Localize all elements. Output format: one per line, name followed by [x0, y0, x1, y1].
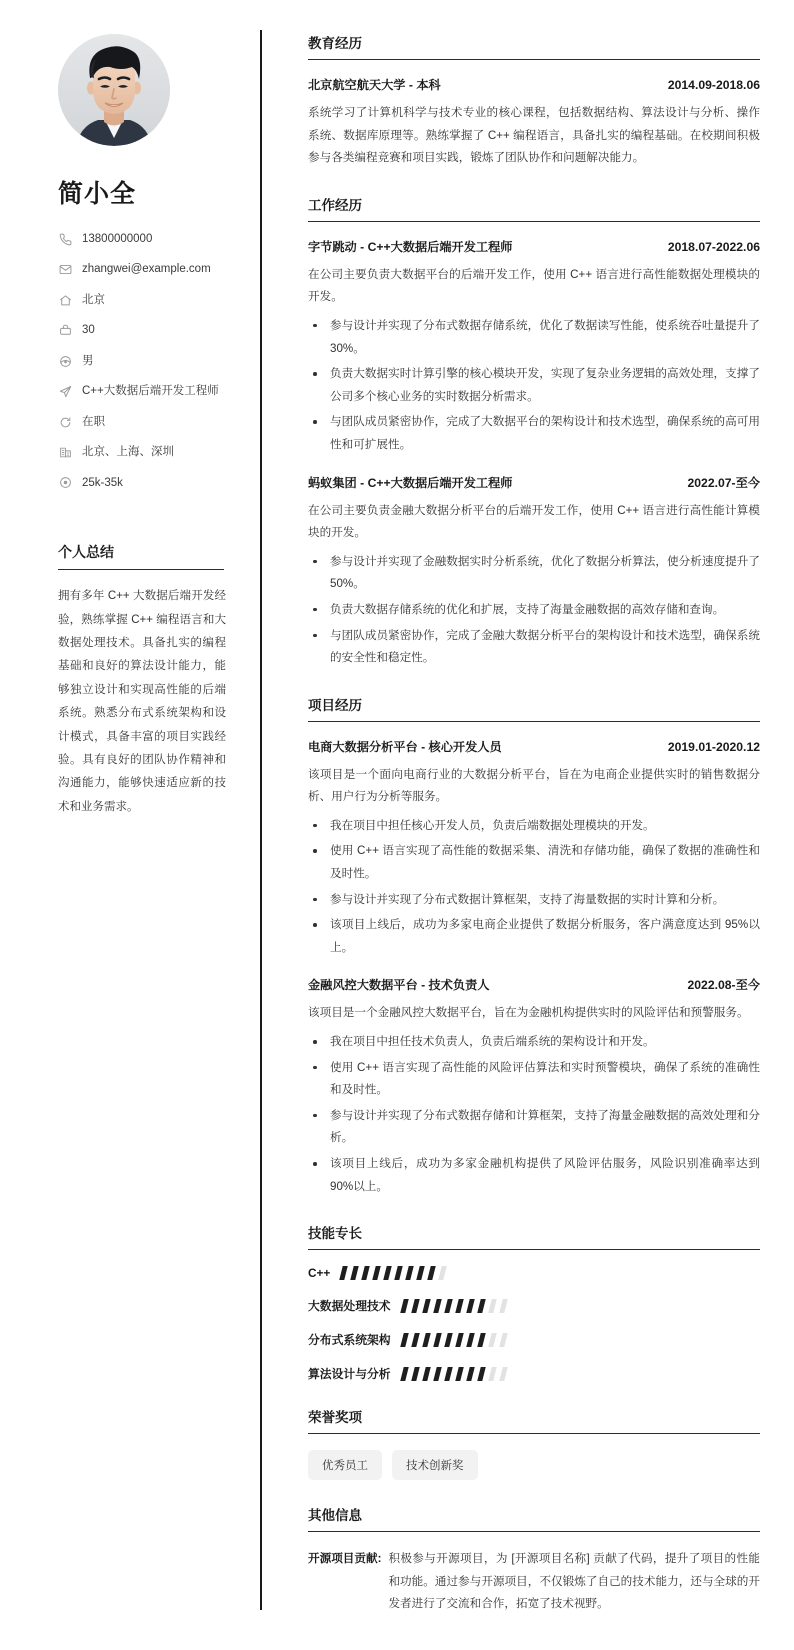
contact-item-phone	[58, 232, 232, 247]
skill-bar	[466, 1367, 474, 1381]
section-work	[308, 194, 760, 670]
skill-bar	[351, 1266, 359, 1280]
skill-bar	[488, 1367, 496, 1381]
entry-date: 2018.07-2022.06	[667, 239, 760, 254]
honor-tag-list	[308, 1450, 760, 1480]
contact-value: zhangwei@example.com	[82, 263, 211, 276]
list-item: 负责大数据实时计算引擎的核心模块开发，实现了复杂业务逻辑的高效处理，支撑了公司多个核心业务的实时数据分析需求。	[308, 363, 760, 408]
contact-value: 男	[82, 354, 94, 367]
skill-bar	[444, 1299, 452, 1313]
contact-item-gender	[58, 354, 232, 369]
project-entry	[308, 738, 760, 960]
entry-head	[308, 976, 760, 993]
list-item: 负责大数据存储系统的优化和扩展，支持了海量金融数据的高效存储和查询。	[308, 599, 760, 622]
list-item: 该项目上线后，成功为多家金融机构提供了风险评估服务，风险识别准确率达到 90%以上。	[308, 1153, 760, 1198]
skill-bar	[400, 1299, 408, 1313]
contact-value: 30	[82, 324, 95, 337]
entry-title: 电商大数据分析平台 - 核心开发人员	[308, 739, 502, 754]
work-entry	[308, 474, 760, 670]
envelope-icon	[58, 263, 73, 276]
summary-heading: 个人总结	[58, 542, 224, 570]
skill-level-bars	[402, 1367, 512, 1381]
gender-icon	[58, 355, 73, 368]
list-item: 我在项目中担任技术负责人，负责后端系统的架构设计和开发。	[308, 1031, 760, 1054]
paper-plane-icon	[58, 385, 73, 398]
section-heading-projects: 项目经历	[308, 694, 760, 722]
contact-value: 在职	[82, 415, 105, 428]
summary-section	[58, 542, 232, 818]
skill-list	[308, 1266, 760, 1382]
contact-value: 13800000000	[82, 233, 153, 245]
main-content	[262, 0, 794, 1650]
skill-name: C++	[308, 1266, 331, 1281]
section-heading-skills: 技能专长	[308, 1222, 760, 1250]
entry-title: 金融风控大数据平台 - 技术负责人	[308, 978, 490, 993]
phone-icon	[58, 233, 73, 246]
skill-name: 算法设计与分析	[308, 1367, 391, 1382]
skill-bar	[411, 1333, 419, 1347]
entry-title: 北京航空航天大学 - 本科	[308, 78, 441, 92]
target-icon	[58, 476, 73, 489]
status-refresh-icon	[58, 416, 73, 429]
honor-tag: 优秀员工	[308, 1450, 382, 1480]
entry-head	[308, 238, 760, 255]
entry-description: 该项目是一个面向电商行业的大数据分析平台，旨在为电商企业提供实时的销售数据分析、用户行为分析等服务。	[308, 767, 760, 804]
honor-tag: 技术创新奖	[392, 1450, 478, 1480]
contact-value: C++大数据后端开发工程师	[82, 385, 219, 398]
bullet-list	[308, 551, 760, 670]
skill-bar	[433, 1333, 441, 1347]
skill-bar	[373, 1266, 381, 1280]
skill-bar	[444, 1333, 452, 1347]
skill-level-bars	[402, 1299, 512, 1313]
summary-body: 拥有多年 C++ 大数据后端开发经验，熟练掌握 C++ 编程语言和大数据处理技术。具备扎实的编程基础和良好的算法设计能力，能够独立设计和实现高性能的后端系统。熟悉分布式系统架构和设计模式，具备丰富的项目实践经验。具有良好的团队协作精神和沟通能力，能够快速适应新的技术和业务需求。	[58, 590, 226, 813]
list-item: 参与设计并实现了分布式数据存储系统，优化了数据读写性能，使系统吞吐量提升了 30%。	[308, 315, 760, 360]
skill-bar	[444, 1367, 452, 1381]
entry-description: 系统学习了计算机科学与技术专业的核心课程，包括数据结构、算法设计与分析、操作系统、数据库原理等。熟练掌握了 C++ 编程语言，具备扎实的编程基础。在校期间积极参与各类编程竞赛和项目实践，锻炼了团队协作和问题解决能力。	[308, 106, 760, 165]
contact-value: 北京、上海、深圳	[82, 446, 174, 459]
skill-bar	[433, 1367, 441, 1381]
entry-description: 在公司主要负责大数据平台的后端开发工作，使用 C++ 语言进行高性能数据处理模块的开发。	[308, 267, 760, 304]
skill-bar	[488, 1333, 496, 1347]
skill-bar	[422, 1299, 430, 1313]
section-other-info	[308, 1504, 760, 1616]
skill-bar	[499, 1299, 507, 1313]
contact-item-location	[58, 293, 232, 308]
skill-bar	[400, 1367, 408, 1381]
entry-date: 2022.07-至今	[687, 475, 760, 490]
contact-item-age	[58, 323, 232, 338]
skill-bar	[477, 1367, 485, 1381]
skill-row	[308, 1297, 760, 1314]
work-entry	[308, 238, 760, 457]
skill-bar	[499, 1367, 507, 1381]
skill-row	[308, 1266, 760, 1280]
skill-bar	[499, 1333, 507, 1347]
bullet-list	[308, 815, 760, 960]
skill-bar	[400, 1333, 408, 1347]
list-item: 使用 C++ 语言实现了高性能的数据采集、清洗和存储功能，确保了数据的准确性和及时性。	[308, 840, 760, 885]
entry-title: 蚂蚁集团 - C++大数据后端开发工程师	[308, 475, 513, 490]
list-item: 与团队成员紧密协作，完成了大数据平台的架构设计和技术选型，确保系统的高可用性和可扩展性。	[308, 411, 760, 456]
avatar	[58, 34, 170, 146]
entry-title: 字节跳动 - C++大数据后端开发工程师	[308, 239, 513, 254]
other-info-row	[308, 1548, 760, 1616]
entry-head	[308, 474, 760, 491]
skill-level-bars	[402, 1333, 512, 1347]
skill-bar	[477, 1333, 485, 1347]
list-item: 使用 C++ 语言实现了高性能的风险评估算法和实时预警模块，确保了系统的准确性和及时性。	[308, 1057, 760, 1102]
skill-bar	[422, 1367, 430, 1381]
skill-bar	[422, 1333, 430, 1347]
contact-value: 25k-35k	[82, 476, 123, 489]
section-heading-work: 工作经历	[308, 194, 760, 222]
avatar-photo-icon	[58, 34, 170, 146]
skill-bar	[411, 1367, 419, 1381]
education-entry	[308, 76, 760, 170]
section-projects	[308, 694, 760, 1199]
person-name: 简小全	[58, 180, 137, 208]
skill-row	[308, 1331, 760, 1348]
skill-bar	[439, 1266, 447, 1280]
skill-bar	[455, 1367, 463, 1381]
skill-bar	[411, 1299, 419, 1313]
list-item: 与团队成员紧密协作，完成了金融大数据分析平台的架构设计和技术选型，确保系统的安全性和稳定性。	[308, 625, 760, 670]
section-skills	[308, 1222, 760, 1382]
skill-bar	[406, 1266, 414, 1280]
list-item: 该项目上线后，成功为多家电商企业提供了数据分析服务，客户满意度达到 95%以上。	[308, 914, 760, 959]
entry-description: 在公司主要负责金融大数据分析平台的后端开发工作，使用 C++ 语言进行高性能计算模块的开发。	[308, 503, 760, 540]
skill-bar	[417, 1266, 425, 1280]
sidebar	[0, 0, 262, 1650]
skill-level-bars	[341, 1266, 451, 1280]
skill-bar	[455, 1333, 463, 1347]
skill-bar	[428, 1266, 436, 1280]
other-info-value: 积极参与开源项目，为 [开源项目名称] 贡献了代码，提升了项目的性能和功能。通过参与开源项目，不仅锻炼了自己的技术能力，还与全球的开发者进行了交流和合作，拓宽了技术视野。	[388, 1552, 760, 1611]
contact-item-cities	[58, 445, 232, 460]
contact-item-salary	[58, 476, 232, 491]
skill-row	[308, 1365, 760, 1382]
section-heading-education: 教育经历	[308, 32, 760, 60]
section-heading-other: 其他信息	[308, 1504, 760, 1532]
building-icon	[58, 446, 73, 459]
entry-head	[308, 738, 760, 755]
other-info-label: 开源项目贡献:	[308, 1552, 382, 1566]
skill-bar	[466, 1333, 474, 1347]
section-education	[308, 32, 760, 170]
skill-bar	[433, 1299, 441, 1313]
section-heading-honors: 荣誉奖项	[308, 1406, 760, 1434]
skill-bar	[384, 1266, 392, 1280]
section-honors	[308, 1406, 760, 1480]
contact-value: 北京	[82, 293, 105, 306]
entry-date: 2019.01-2020.12	[667, 739, 760, 754]
contact-item-email	[58, 262, 232, 277]
list-item: 我在项目中担任核心开发人员，负责后端数据处理模块的开发。	[308, 815, 760, 838]
entry-date: 2022.08-至今	[687, 978, 760, 993]
skill-bar	[395, 1266, 403, 1280]
skill-bar	[466, 1299, 474, 1313]
entry-description: 该项目是一个金融风控大数据平台，旨在为金融机构提供实时的风险评估和预警服务。	[308, 1006, 749, 1020]
list-item: 参与设计并实现了分布式数据存储和计算框架，支持了海量金融数据的高效处理和分析。	[308, 1105, 760, 1150]
skill-name: 大数据处理技术	[308, 1299, 391, 1314]
entry-date: 2014.09-2018.06	[667, 78, 760, 92]
id-card-icon	[58, 324, 73, 337]
contact-item-position	[58, 384, 232, 399]
skill-bar	[477, 1299, 485, 1313]
home-icon	[58, 294, 73, 307]
skill-bar	[455, 1299, 463, 1313]
skill-bar	[488, 1299, 496, 1313]
contact-list	[58, 232, 232, 490]
list-item: 参与设计并实现了金融数据实时分析系统，优化了数据分析算法，使分析速度提升了 50%。	[308, 551, 760, 596]
skill-name: 分布式系统架构	[308, 1333, 391, 1348]
project-entry	[308, 976, 760, 1198]
bullet-list	[308, 1031, 760, 1198]
entry-head	[308, 76, 760, 93]
skill-bar	[340, 1266, 348, 1280]
list-item: 参与设计并实现了分布式数据计算框架，支持了海量数据的实时计算和分析。	[308, 889, 760, 912]
bullet-list	[308, 315, 760, 457]
skill-bar	[362, 1266, 370, 1280]
contact-item-status	[58, 415, 232, 430]
